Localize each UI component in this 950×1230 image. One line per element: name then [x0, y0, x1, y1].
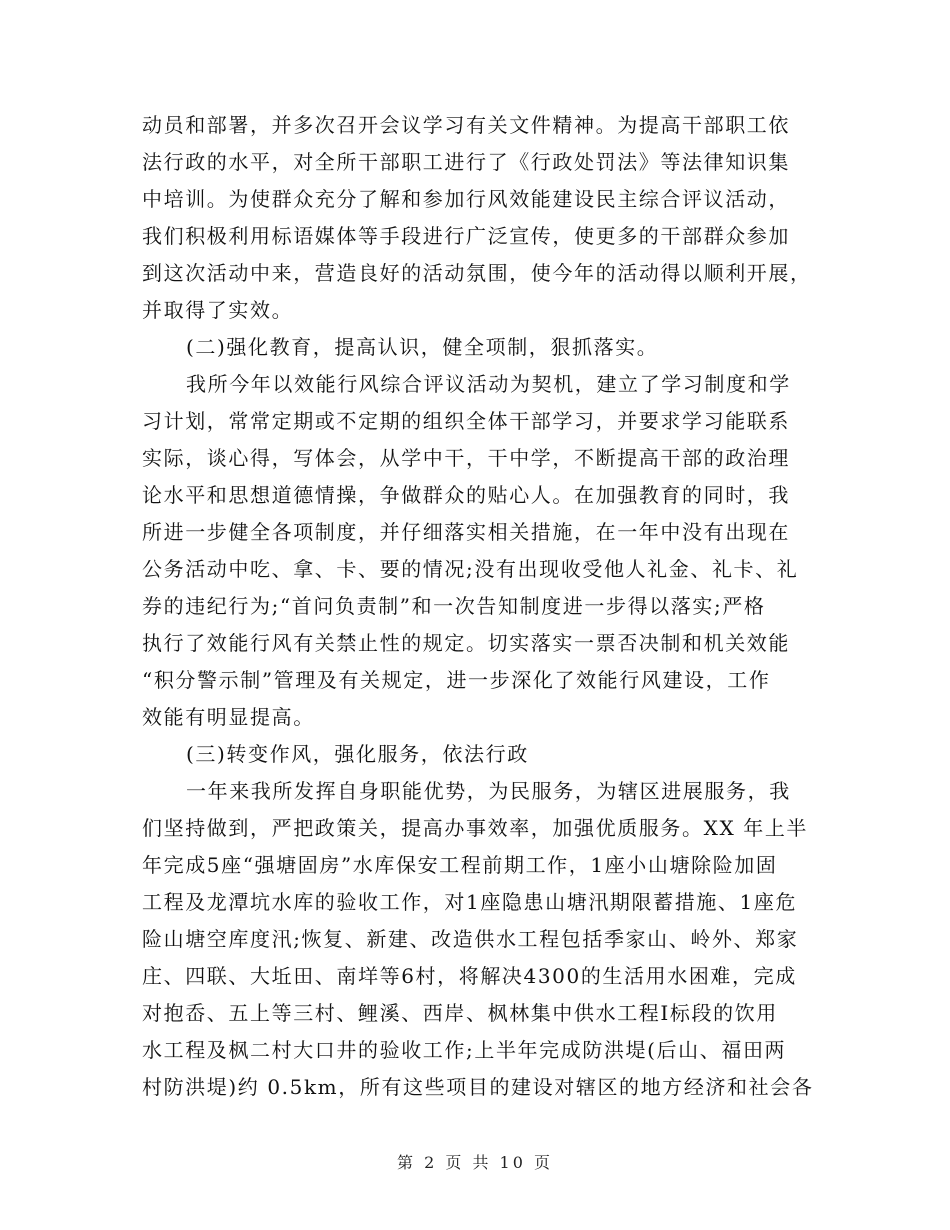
- body-text-line: 执行了效能行风有关禁止性的规定。切实落实一票否决制和机关效能: [142, 631, 790, 655]
- body-text-line: 动员和部署，并多次召开会议学习有关文件精神。为提高干部职工依: [142, 113, 790, 137]
- body-text-line: 券的违纪行为;“首问负责制”和一次告知制度进一步得以落实;严格: [142, 594, 766, 618]
- paragraph-start: 我所今年以效能行风综合评议活动为契机，建立了学习制度和学: [186, 372, 791, 396]
- body-text-line: 到这次活动中来，营造良好的活动氛围，使今年的活动得以顺利开展，: [142, 261, 812, 285]
- paragraph-start: 一年来我所发挥自身职能优势，为民服务，为辖区进展服务，我: [186, 779, 791, 803]
- body-text-line: 中培训。为使群众充分了解和参加行风效能建设民主综合评议活动，: [142, 187, 790, 211]
- body-text-line: 工程及龙潭坑水库的验收工作，对1座隐患山塘汛期限蓄措施、1座危: [142, 890, 798, 914]
- body-text-line: 论水平和思想道德情操，争做群众的贴心人。在加强教育的同时，我: [142, 483, 790, 507]
- body-text-line: 所进一步健全各项制度，并仔细落实相关措施，在一年中没有出现在: [142, 520, 790, 544]
- body-text-line: 村防洪堤)约 0.5km，所有这些项目的建设对辖区的地方经济和社会各: [142, 1075, 814, 1099]
- body-text-line: 并取得了实效。: [142, 298, 294, 322]
- body-text-line: 险山塘空库度汛;恢复、新建、改造供水工程包括季家山、岭外、郑家: [142, 927, 799, 951]
- body-text-line: 对抱岙、五上等三村、鲤溪、西岸、枫林集中供水工程Ⅰ标段的饮用: [142, 1001, 778, 1025]
- body-text-line: 水工程及枫二村大口井的验收工作;上半年完成防洪堤(后山、福田两: [142, 1038, 787, 1062]
- body-text-line: “积分警示制”管理及有关规定，进一步深化了效能行风建设，工作: [142, 668, 771, 692]
- body-text-line: 效能有明显提高。: [142, 705, 315, 729]
- body-text-line: 们坚持做到，严把政策关，提高办事效率，加强优质服务。XX 年上半: [142, 816, 809, 840]
- body-text-line: 年完成5座“强塘固房”水库保安工程前期工作，1座小山塘除险加固: [142, 853, 778, 877]
- body-text-line: 庄、四联、大坵田、南垟等6村，将解决4300的生活用水困难，完成: [142, 964, 797, 988]
- section-heading-2: (二)强化教育，提高认识，健全项制，狠抓落实。: [186, 335, 659, 359]
- section-heading-3: (三)转变作风，强化服务，依法行政: [186, 742, 529, 766]
- body-text-line: 习计划，常常定期或不定期的组织全体干部学习，并要求学习能联系: [142, 409, 790, 433]
- body-text-line: 实际，谈心得，写体会，从学中干，干中学，不断提高干部的政治理: [142, 446, 790, 470]
- page-footer: 第 2 页 共 10 页: [397, 1153, 553, 1172]
- body-text-line: 公务活动中吃、拿、卡、要的情况;没有出现收受他人礼金、礼卡、礼: [142, 557, 799, 581]
- body-text-line: 我们积极利用标语媒体等手段进行广泛宣传，使更多的干部群众参加: [142, 224, 790, 248]
- body-text-line: 法行政的水平，对全所干部职工进行了《行政处罚法》等法律知识集: [142, 150, 790, 174]
